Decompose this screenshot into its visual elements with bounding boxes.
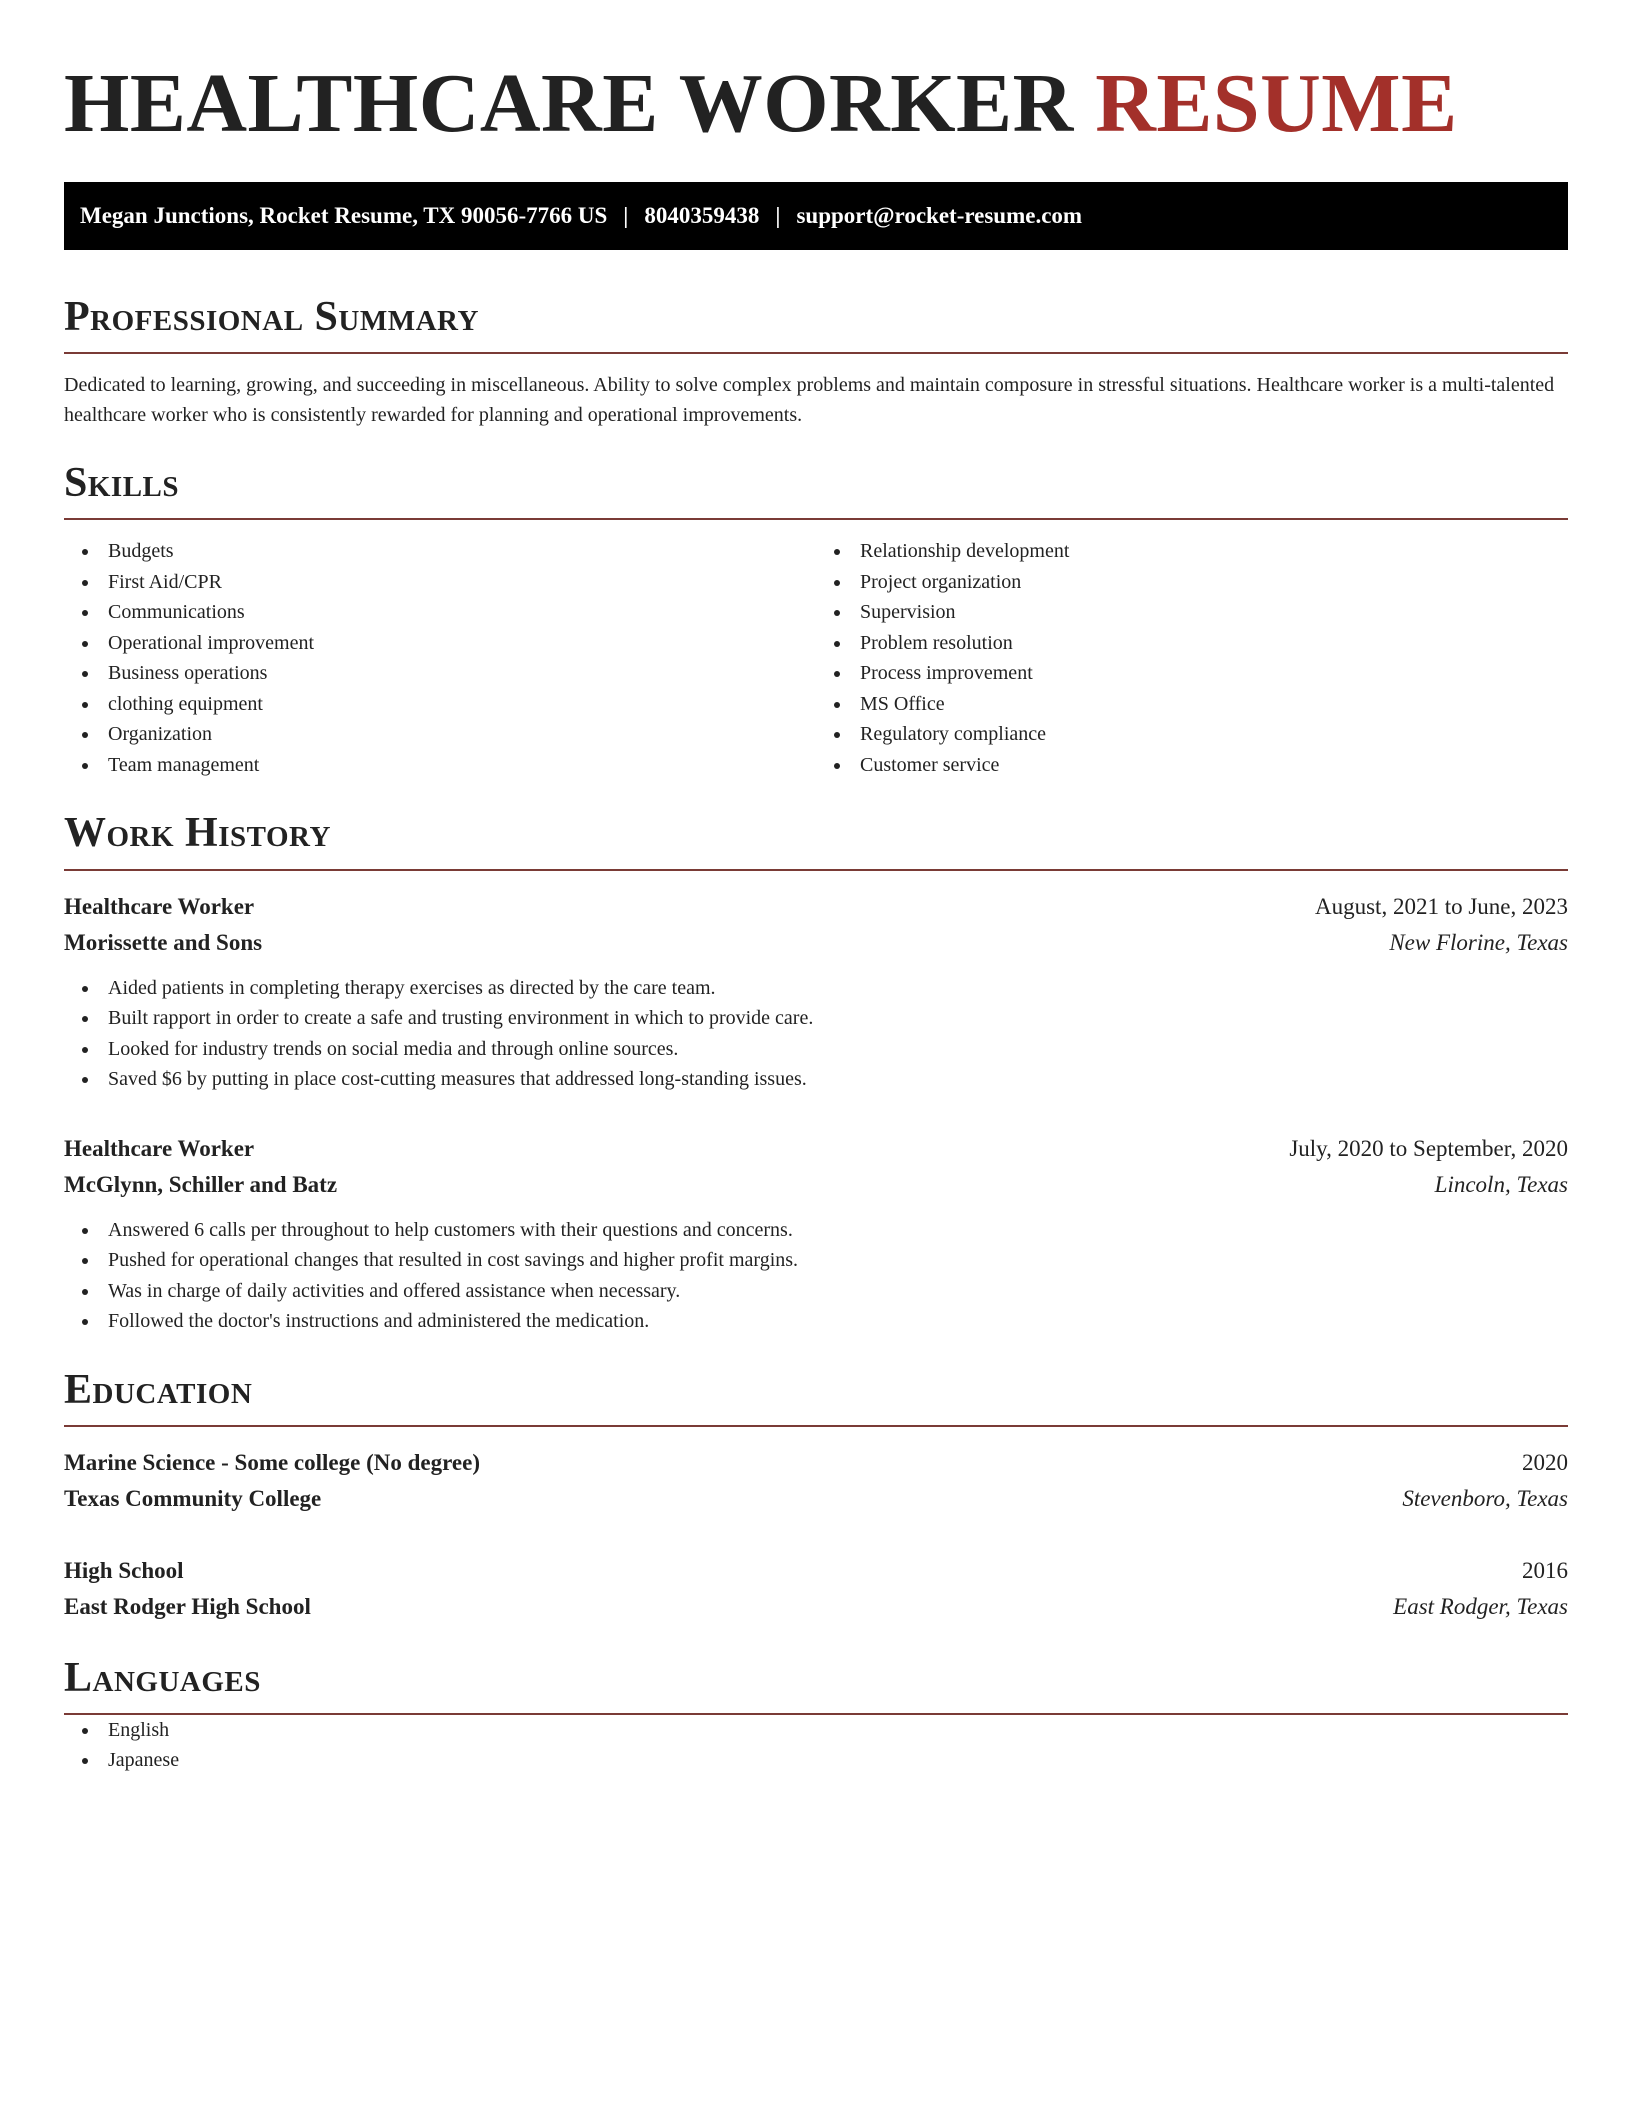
skills-section bbox=[64, 460, 1568, 780]
education-year: 2020 bbox=[1522, 1449, 1568, 1475]
education-school: East Rodger High School bbox=[64, 1593, 311, 1619]
job-bullet: Built rapport in order to create a safe and trusting environment in which to provide care. bbox=[64, 1003, 1568, 1034]
job-title: Healthcare Worker bbox=[64, 893, 255, 919]
skill-item: Organization bbox=[64, 719, 816, 750]
skill-item: clothing equipment bbox=[64, 689, 816, 720]
job-bullet: Answered 6 calls per throughout to help customers with their questions and concerns. bbox=[64, 1215, 1568, 1246]
contact-phone: 8040359438 bbox=[644, 203, 760, 228]
education-degree-row bbox=[64, 1553, 1568, 1589]
skill-item: Business operations bbox=[64, 658, 816, 689]
skills-list bbox=[64, 536, 1568, 780]
skill-item: Operational improvement bbox=[64, 628, 816, 659]
work-history-section bbox=[64, 810, 1568, 1336]
skill-item: Problem resolution bbox=[816, 628, 1568, 659]
education-entry bbox=[64, 1445, 1568, 1517]
skill-item: Process improvement bbox=[816, 658, 1568, 689]
summary-section bbox=[64, 294, 1568, 430]
languages-list bbox=[64, 1715, 1568, 1776]
skill-item: Relationship development bbox=[816, 536, 1568, 567]
education-location: East Rodger, Texas bbox=[1393, 1593, 1568, 1619]
job-bullet: Was in charge of daily activities and offered assistance when necessary. bbox=[64, 1276, 1568, 1307]
skill-item: Communications bbox=[64, 597, 816, 628]
job-bullet: Followed the doctor's instructions and administered the medication. bbox=[64, 1306, 1568, 1337]
education-entry bbox=[64, 1553, 1568, 1625]
job-company-row bbox=[64, 1167, 1568, 1203]
education-degree: Marine Science - Some college (No degree) bbox=[64, 1449, 480, 1475]
job-company-row bbox=[64, 925, 1568, 961]
job-dates: August, 2021 to June, 2023 bbox=[1315, 893, 1568, 919]
skill-item: Regulatory compliance bbox=[816, 719, 1568, 750]
job-bullets bbox=[64, 973, 1568, 1095]
job-bullets bbox=[64, 1215, 1568, 1337]
education-location: Stevenboro, Texas bbox=[1402, 1485, 1568, 1511]
skill-item: Project organization bbox=[816, 567, 1568, 598]
languages-heading: Languages bbox=[64, 1655, 1568, 1715]
language-item: Japanese bbox=[64, 1745, 1568, 1776]
education-school-row bbox=[64, 1589, 1568, 1625]
job-company: McGlynn, Schiller and Batz bbox=[64, 1171, 338, 1197]
education-year: 2016 bbox=[1522, 1557, 1568, 1583]
job-location: Lincoln, Texas bbox=[1434, 1171, 1568, 1197]
language-item: English bbox=[64, 1715, 1568, 1746]
skill-item: MS Office bbox=[816, 689, 1568, 720]
job-entry bbox=[64, 1131, 1568, 1337]
job-entry bbox=[64, 889, 1568, 1095]
resume-title bbox=[64, 57, 1568, 150]
job-title: Healthcare Worker bbox=[64, 1135, 255, 1161]
education-school: Texas Community College bbox=[64, 1485, 322, 1511]
job-bullet: Aided patients in completing therapy exercises as directed by the care team. bbox=[64, 973, 1568, 1004]
contact-separator: | bbox=[623, 203, 629, 228]
title-main: HEALTHCARE WORKER bbox=[64, 57, 1074, 150]
summary-text: Dedicated to learning, growing, and succeeding in miscellaneous. Ability to solve complex problems and maintain composure in stressful situations. Healthcare worker is a multi-talented healthcare worker who is consistently rewarded for planning and operational improvements. bbox=[64, 374, 1555, 427]
skill-item: Customer service bbox=[816, 750, 1568, 781]
skill-item: Budgets bbox=[64, 536, 816, 567]
languages-section bbox=[64, 1655, 1568, 1776]
skill-item: Team management bbox=[64, 750, 816, 781]
education-degree-row bbox=[64, 1445, 1568, 1481]
education-school-row bbox=[64, 1481, 1568, 1517]
job-bullet: Saved $6 by putting in place cost-cutting measures that addressed long-standing issues. bbox=[64, 1064, 1568, 1095]
contact-bar bbox=[64, 182, 1568, 250]
skills-heading: Skills bbox=[64, 460, 1568, 520]
job-bullet: Looked for industry trends on social media and through online sources. bbox=[64, 1034, 1568, 1065]
education-degree: High School bbox=[64, 1557, 184, 1583]
title-accent: RESUME bbox=[1095, 57, 1458, 150]
skills-column-right bbox=[816, 536, 1568, 780]
job-title-row bbox=[64, 1131, 1568, 1167]
job-title-row bbox=[64, 889, 1568, 925]
education-heading: Education bbox=[64, 1367, 1568, 1427]
job-location: New Florine, Texas bbox=[1389, 929, 1568, 955]
skill-item: Supervision bbox=[816, 597, 1568, 628]
work-history-heading: Work History bbox=[64, 810, 1568, 870]
contact-separator: | bbox=[775, 203, 781, 228]
job-dates: July, 2020 to September, 2020 bbox=[1289, 1135, 1568, 1161]
contact-address: Megan Junctions, Rocket Resume, TX 90056-7766 US bbox=[80, 203, 608, 228]
job-bullet: Pushed for operational changes that resulted in cost savings and higher profit margins. bbox=[64, 1245, 1568, 1276]
job-company: Morissette and Sons bbox=[64, 929, 263, 955]
skills-column-left bbox=[64, 536, 816, 780]
education-section bbox=[64, 1367, 1568, 1625]
summary-heading: Professional Summary bbox=[64, 294, 1568, 354]
contact-email: support@rocket-resume.com bbox=[796, 203, 1083, 228]
skill-item: First Aid/CPR bbox=[64, 567, 816, 598]
